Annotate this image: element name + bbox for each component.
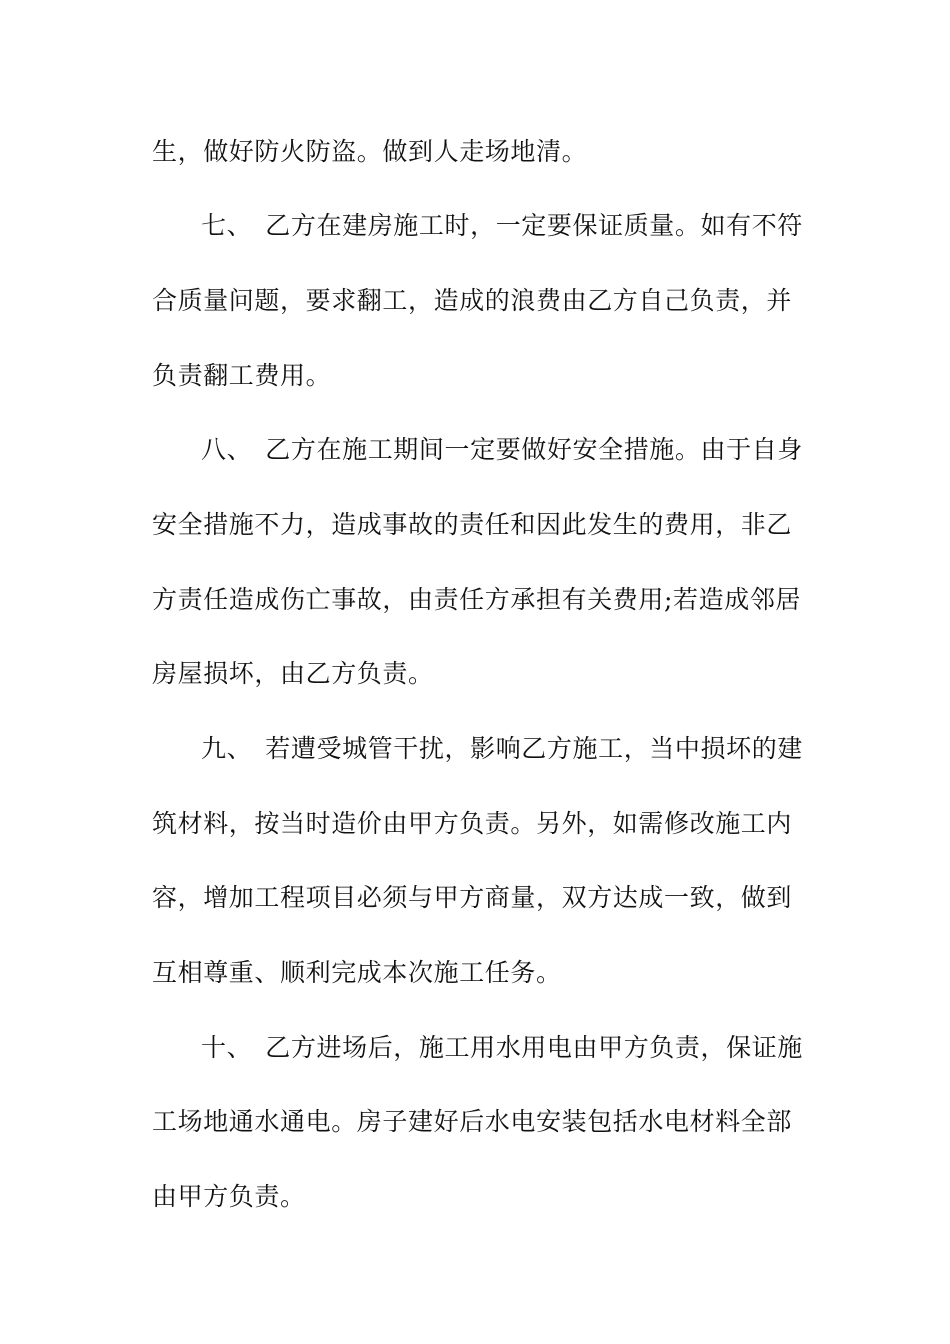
- text-line: 工场地通水通电。房子建好后水电安装包括水电材料全部: [152, 1107, 793, 1136]
- text-line: 安全措施不力，造成事故的责任和因此发生的费用，非乙: [152, 510, 793, 539]
- clause-8-first-line: 八、 乙方在施工期间一定要做好安全措施。由于自身: [201, 435, 803, 464]
- text-line: 合质量问题，要求翻工，造成的浪费由乙方自己负责，并: [152, 286, 793, 315]
- text-line: 房屋损坏，由乙方负责。: [152, 659, 434, 688]
- text-line: 由甲方负责。: [152, 1182, 306, 1211]
- clause-9-first-line: 九、 若遭受城管干扰，影响乙方施工，当中损坏的建: [201, 734, 803, 763]
- text-line: 筑材料，按当时造价由甲方负责。另外，如需修改施工内: [152, 809, 793, 838]
- text-line: 方责任造成伤亡事故，由责任方承担有关费用;若造成邻居: [152, 585, 802, 614]
- text-line: 负责翻工费用。: [152, 361, 332, 390]
- clause-7-first-line: 七、 乙方在建房施工时，一定要保证质量。如有不符: [201, 211, 803, 240]
- clause-10-first-line: 十、 乙方进场后，施工用水用电由甲方负责，保证施: [201, 1033, 803, 1062]
- text-line: 互相尊重、顺利完成本次施工任务。: [152, 958, 562, 987]
- text-line: 生，做好防火防盗。做到人走场地清。: [152, 137, 588, 166]
- text-line: 容，增加工程项目必须与甲方商量，双方达成一致，做到: [152, 883, 793, 912]
